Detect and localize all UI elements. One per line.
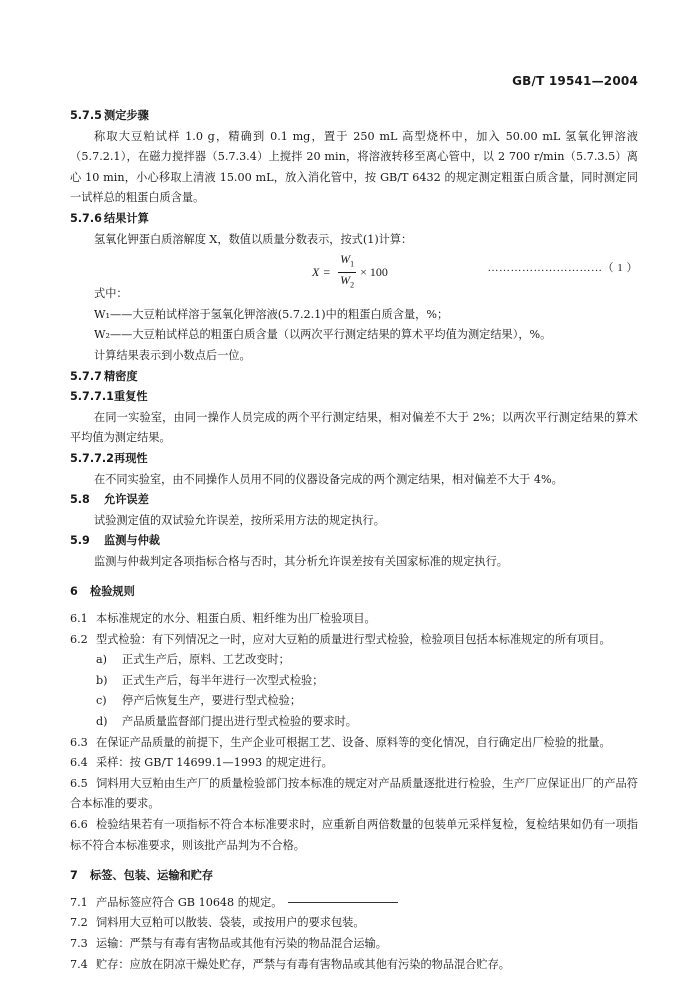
clause-text: 产品标签应符合 GB 10648 的规定。 <box>96 895 283 909</box>
section-heading <box>70 106 638 127</box>
list-item <box>70 691 638 712</box>
formula <box>312 252 388 292</box>
formula-numerator-sub: 1 <box>350 259 355 269</box>
section-title: 测定步骤 <box>104 109 149 122</box>
clause-text: 型式检验：有下列情况之一时，应对大豆粕的质量进行型式检验，检验项目包括本标准规定的所有项目。 <box>96 632 611 646</box>
clause-text: 饲料用大豆粕由生产厂的质量检验部门按本标准的规定对产品质量逐批进行检验，生产厂应保证出厂的产品符合本标准的要求。 <box>70 776 638 811</box>
section-number: 5.7.6 <box>70 211 102 225</box>
list-label: b) <box>96 673 108 687</box>
end-rule <box>288 902 398 903</box>
section-heading <box>70 209 638 230</box>
section-title: 精密度 <box>104 369 138 383</box>
clause-text: 饲料用大豆粕可以散装、袋装，或按用户的要求包装。 <box>96 916 365 930</box>
clause-number: 6.2 <box>70 632 88 646</box>
chapter-number: 7 <box>70 869 78 883</box>
clause-number: 7.2 <box>70 916 88 930</box>
section-number: 5.8 <box>70 493 90 507</box>
clause-number: 6.3 <box>70 735 88 749</box>
list-label: d) <box>96 715 108 729</box>
chapter-heading <box>70 866 638 887</box>
list-label: a) <box>96 653 108 667</box>
clause-text: 采样：按 GB/T 14699.1—1993 的规定进行。 <box>96 756 333 770</box>
paragraph: 式中： <box>94 287 128 301</box>
formula-lhs: X <box>312 264 320 279</box>
clause-number: 7.3 <box>70 936 88 950</box>
formula-denominator: W <box>340 272 351 287</box>
clause <box>70 934 638 955</box>
clause-number: 6.4 <box>70 756 88 770</box>
section-number: 5.7.5 <box>70 109 102 122</box>
section-title: 监测与仲裁 <box>104 534 160 548</box>
clause <box>70 955 638 976</box>
list-text: 产品质量监督部门提出进行型式检验的要求时。 <box>122 715 357 729</box>
formula-multiplier: × 100 <box>360 264 388 279</box>
chapter-title: 检验规则 <box>90 585 135 599</box>
formula-numerator: W <box>340 252 351 267</box>
clause-text: 在保证产品质量的前提下，生产企业可根据工艺、设备、原料等的变化情况，自行确定出厂检验的批量。 <box>96 735 611 749</box>
chapter-number: 6 <box>70 585 78 599</box>
section-heading <box>70 449 638 470</box>
list-item <box>70 671 638 692</box>
paragraph: 计算结果表示到小数点后一位。 <box>94 348 251 362</box>
section-heading <box>70 387 638 408</box>
formula-equals: = <box>323 264 331 279</box>
section-number: 5.7.7 <box>70 369 102 383</box>
document-body <box>70 106 638 975</box>
clause-number: 6.5 <box>70 776 88 790</box>
clause-text: 贮存：应放在阴凉干燥处贮存，严禁与有毒有害物品或其他有污染的物品混合贮存。 <box>96 957 510 971</box>
section-title: 结果计算 <box>104 211 149 225</box>
clause <box>70 733 638 754</box>
clause <box>70 893 638 914</box>
clause-text: 运输：严禁与有毒有害物品或其他有污染的物品混合运输。 <box>96 936 387 950</box>
list-text: 停产后恢复生产，要进行型式检验； <box>122 694 302 708</box>
clause-number: 6.1 <box>70 612 88 626</box>
paragraph: 监测与仲裁判定各项指标合格与否时，其分析允许误差按有关国家标准的规定执行。 <box>94 554 508 568</box>
list-text: 正式生产后，每半年进行一次型式检验； <box>122 673 324 687</box>
paragraph: 称取大豆粕试样 1.0 g，精确到 0.1 mg，置于 250 mL 高型烧杯中，加入 50.00 mL 氢氧化钾溶液（5.7.2.1），在磁力搅拌器（5.7.3.4）上搅拌 20 min，将溶液转移至离心管中，以 2 700 r/min（5.7.3.5）离心 10 min，小心移取上清液 15.00 mL，放入消化管中，按 GB/T 6432 的规定测定粗蛋白质含量，同时测定同一试样总的粗蛋白质含量。 <box>70 129 638 205</box>
clause <box>70 815 638 856</box>
paragraph: 氢氧化钾蛋白质溶解度 X，数值以质量分数表示，按式(1)计算： <box>94 232 413 246</box>
list-text: 正式生产后，原料、工艺改变时； <box>122 653 290 667</box>
variable-definition: W₂——大豆粕试样总的粗蛋白质含量（以两次平行测定结果的算术平均值为测定结果），%。 <box>94 328 552 342</box>
section-title: 再现性 <box>114 451 148 465</box>
variable-definition: W₁——大豆粕试样溶于氢氧化钾溶液(5.7.2.1)中的粗蛋白质含量，%； <box>94 307 449 321</box>
section-heading <box>70 367 638 388</box>
paragraph: 试验测定值的双试验允许误差，按所采用方法的规定执行。 <box>94 513 385 527</box>
clause-number: 6.6 <box>70 818 88 831</box>
formula-denominator-sub: 2 <box>350 279 355 289</box>
clause <box>70 753 638 774</box>
paragraph: 在不同实验室，由不同操作人员用不同的仪器设备完成的两个测定结果，相对偏差不大于 4%。 <box>94 472 563 486</box>
section-heading <box>70 531 638 552</box>
clause <box>70 630 638 651</box>
clause <box>70 913 638 934</box>
clause <box>70 609 638 630</box>
list-label: c) <box>96 694 107 708</box>
formula-fraction <box>338 252 356 292</box>
section-title: 允许误差 <box>104 493 149 507</box>
clause-number: 7.1 <box>70 895 88 909</box>
section-number: 5.7.7.1 <box>70 390 114 404</box>
standard-code: GB/T 19541—2004 <box>512 74 638 88</box>
formula-number: …………………………（ 1 ） <box>487 262 638 275</box>
list-item <box>70 712 638 733</box>
clause-text: 检验结果若有一项指标不符合本标准要求时，应重新自两倍数量的包装单元采样复检，复检结果如仍有一项指标不符合本标准要求，则该批产品判为不合格。 <box>70 818 638 852</box>
chapter-title: 标签、包装、运输和贮存 <box>90 869 214 883</box>
section-number: 5.7.7.2 <box>70 451 114 465</box>
clause-number: 7.4 <box>70 957 88 971</box>
section-title: 重复性 <box>114 390 148 404</box>
clause-text: 本标准规定的水分、粗蛋白质、粗纤维为出厂检验项目。 <box>96 612 376 626</box>
paragraph: 在同一实验室，由同一操作人员完成的两个平行测定结果，相对偏差不大于 2%；以两次平行测定结果的算术平均值为测定结果。 <box>70 410 638 445</box>
clause <box>70 774 638 815</box>
section-number: 5.9 <box>70 534 90 548</box>
list-item <box>70 650 638 671</box>
formula-block <box>70 250 638 289</box>
chapter-heading <box>70 582 638 603</box>
section-heading <box>70 490 638 511</box>
